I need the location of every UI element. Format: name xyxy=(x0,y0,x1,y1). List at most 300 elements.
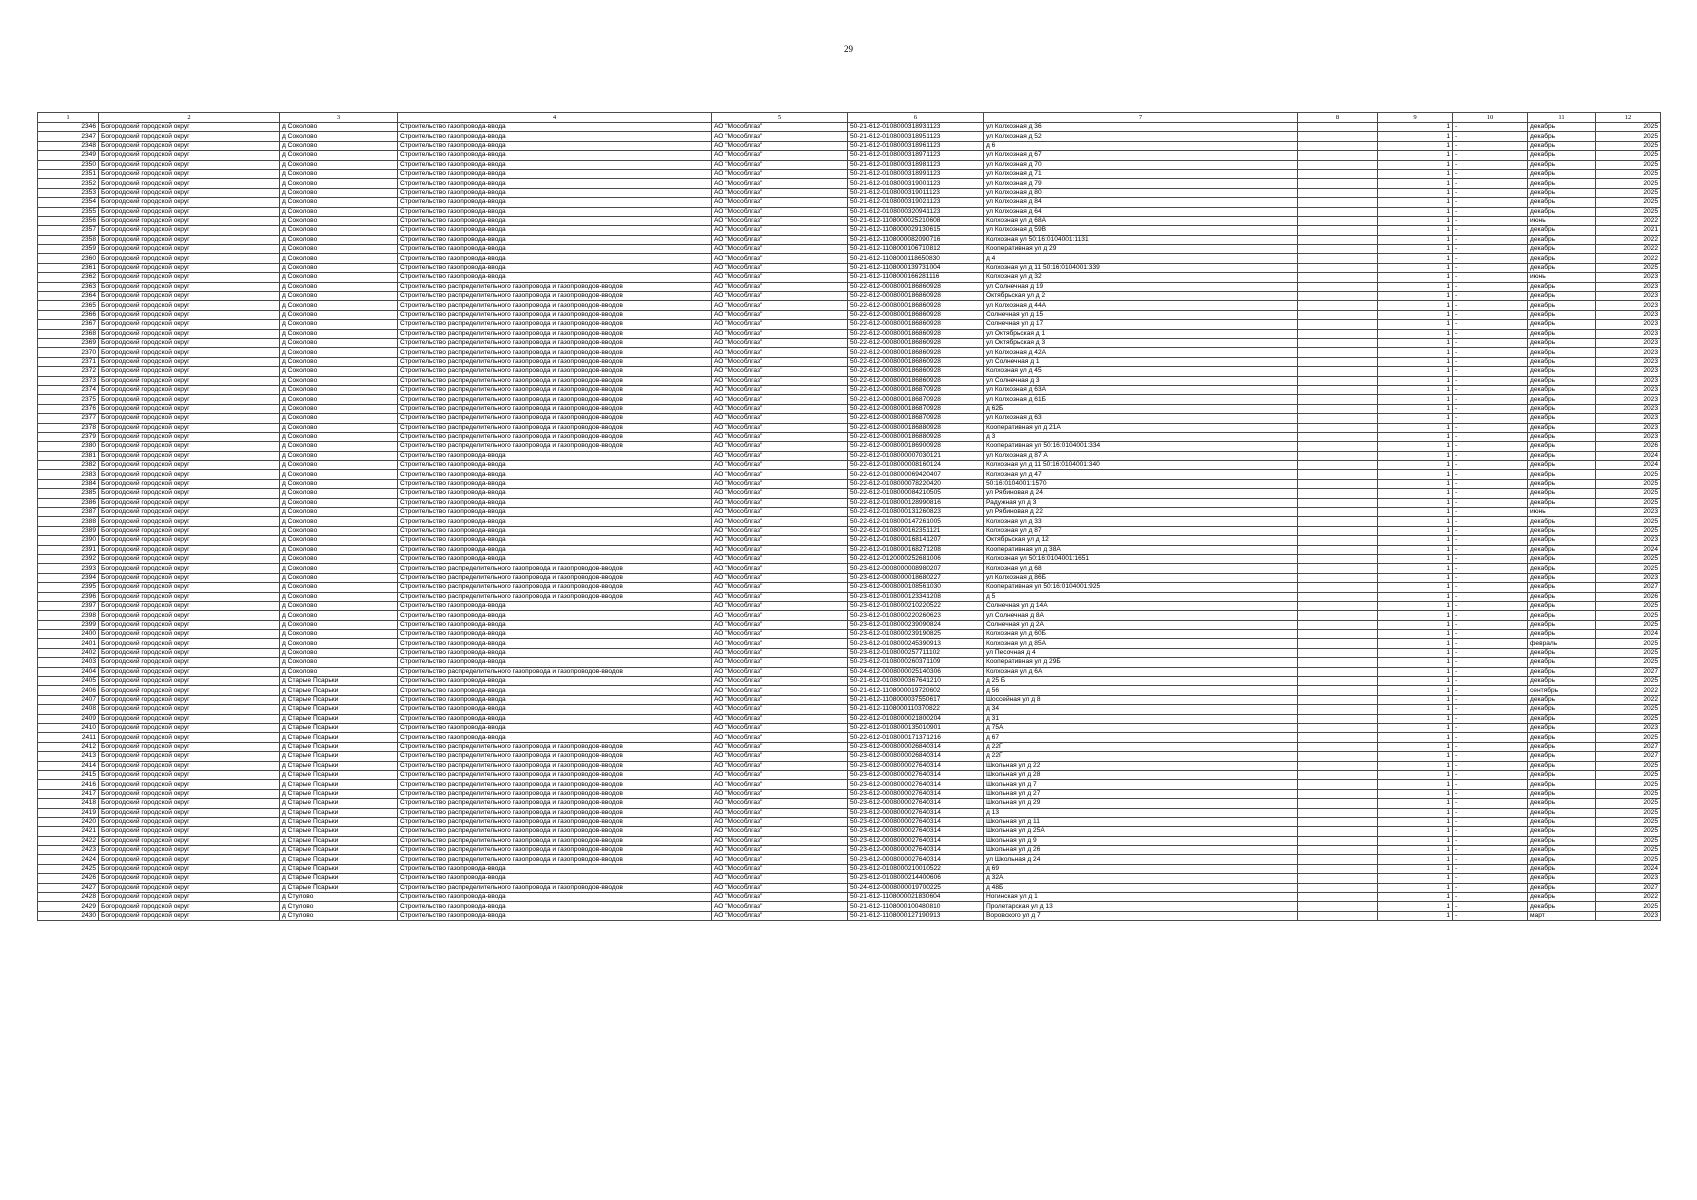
work-type-cell: Строительство газопровода-ввода xyxy=(398,648,712,657)
table-row xyxy=(38,592,1661,601)
work-type-cell: Строительство газопровода-ввода xyxy=(398,874,712,883)
table-row xyxy=(38,404,1661,413)
address-cell: д 4 xyxy=(984,254,1298,263)
locality-cell: д Старые Псарьки xyxy=(280,724,398,733)
work-type-cell: Строительство газопровода-ввода xyxy=(398,489,712,498)
col10-cell: - xyxy=(1453,320,1528,329)
col8-cell xyxy=(1298,686,1378,695)
organization-cell: АО "Мособлгаз" xyxy=(712,169,848,178)
address-cell: Колхозная ул д 11 50:16:0104001:339 xyxy=(984,263,1298,272)
col8-cell xyxy=(1298,770,1378,779)
row-number-cell: 2362 xyxy=(38,273,99,282)
work-type-cell: Строительство газопровода-ввода xyxy=(398,686,712,695)
year-cell: 2023 xyxy=(1596,432,1661,441)
col8-cell xyxy=(1298,479,1378,488)
locality-cell: д Соколово xyxy=(280,545,398,554)
contract-number-cell: 50-23-612-0108000257711102 xyxy=(848,648,984,657)
col10-cell: - xyxy=(1453,498,1528,507)
year-cell: 2025 xyxy=(1596,620,1661,629)
contract-number-cell: 50-22-612-0008000186860928 xyxy=(848,338,984,347)
year-cell: 2025 xyxy=(1596,601,1661,610)
address-cell: ул Колхозная д 61Б xyxy=(984,395,1298,404)
address-cell: ул Колхозная д 44А xyxy=(984,301,1298,310)
table-body xyxy=(38,123,1661,921)
contract-number-cell: 50-23-612-0008000026840314 xyxy=(848,752,984,761)
row-number-cell: 2401 xyxy=(38,639,99,648)
col10-cell: - xyxy=(1453,846,1528,855)
month-cell: декабрь xyxy=(1528,198,1596,207)
month-cell: декабрь xyxy=(1528,648,1596,657)
month-cell: декабрь xyxy=(1528,226,1596,235)
row-number-cell: 2422 xyxy=(38,836,99,845)
locality-cell: д Соколово xyxy=(280,667,398,676)
quantity-cell: 1 xyxy=(1378,846,1453,855)
address-cell: Колхозная ул д 11 50:16:0104001:340 xyxy=(984,461,1298,470)
col8-cell xyxy=(1298,620,1378,629)
year-cell: 2025 xyxy=(1596,526,1661,535)
month-cell: декабрь xyxy=(1528,658,1596,667)
address-cell: ул Рябиновая д 22 xyxy=(984,508,1298,517)
year-cell: 2023 xyxy=(1596,338,1661,347)
row-number-cell: 2360 xyxy=(38,254,99,263)
locality-cell: д Соколово xyxy=(280,338,398,347)
month-cell: декабрь xyxy=(1528,292,1596,301)
locality-cell: д Соколово xyxy=(280,151,398,160)
row-number-cell: 2349 xyxy=(38,151,99,160)
month-cell: декабрь xyxy=(1528,536,1596,545)
quantity-cell: 1 xyxy=(1378,320,1453,329)
row-number-cell: 2392 xyxy=(38,554,99,563)
row-number-cell: 2393 xyxy=(38,564,99,573)
col10-cell: - xyxy=(1453,724,1528,733)
work-type-cell: Строительство распределительного газопровода и газопроводов-вводов xyxy=(398,846,712,855)
row-number-cell: 2430 xyxy=(38,911,99,920)
district-cell: Богородский городской округ xyxy=(99,799,280,808)
locality-cell: д Соколово xyxy=(280,207,398,216)
organization-cell: АО "Мособлгаз" xyxy=(712,630,848,639)
quantity-cell: 1 xyxy=(1378,432,1453,441)
row-number-cell: 2404 xyxy=(38,667,99,676)
quantity-cell: 1 xyxy=(1378,301,1453,310)
contract-number-cell: 50-22-612-0108000084210505 xyxy=(848,489,984,498)
col10-cell: - xyxy=(1453,827,1528,836)
locality-cell: д Соколово xyxy=(280,263,398,272)
month-cell: февраль xyxy=(1528,639,1596,648)
address-cell: ул Октябрьская д 1 xyxy=(984,329,1298,338)
month-cell: декабрь xyxy=(1528,780,1596,789)
locality-cell: д Соколово xyxy=(280,583,398,592)
quantity-cell: 1 xyxy=(1378,639,1453,648)
col10-cell: - xyxy=(1453,554,1528,563)
col10-cell: - xyxy=(1453,179,1528,188)
year-cell: 2025 xyxy=(1596,677,1661,686)
district-cell: Богородский городской округ xyxy=(99,498,280,507)
table-row xyxy=(38,639,1661,648)
month-cell: декабрь xyxy=(1528,733,1596,742)
locality-cell: д Соколово xyxy=(280,470,398,479)
address-cell: ул Колхозная д 87 А xyxy=(984,451,1298,460)
year-cell: 2023 xyxy=(1596,911,1661,920)
locality-cell: д Соколово xyxy=(280,517,398,526)
col8-cell xyxy=(1298,611,1378,620)
address-cell: Пролетарская ул д 13 xyxy=(984,902,1298,911)
locality-cell: д Старые Псарьки xyxy=(280,714,398,723)
locality-cell: д Старые Псарьки xyxy=(280,742,398,751)
quantity-cell: 1 xyxy=(1378,310,1453,319)
work-type-cell: Строительство распределительного газопровода и газопроводов-вводов xyxy=(398,282,712,291)
table-row xyxy=(38,489,1661,498)
address-cell: ул Солнечная д 19 xyxy=(984,282,1298,291)
work-type-cell: Строительство распределительного газопровода и газопроводов-вводов xyxy=(398,752,712,761)
year-cell: 2024 xyxy=(1596,545,1661,554)
address-cell: ул Октябрьская д 3 xyxy=(984,338,1298,347)
month-cell: декабрь xyxy=(1528,470,1596,479)
col10-cell: - xyxy=(1453,648,1528,657)
organization-cell: АО "Мособлгаз" xyxy=(712,376,848,385)
work-type-cell: Строительство распределительного газопровода и газопроводов-вводов xyxy=(398,404,712,413)
work-type-cell: Строительство распределительного газопровода и газопроводов-вводов xyxy=(398,442,712,451)
organization-cell: АО "Мособлгаз" xyxy=(712,686,848,695)
col10-cell: - xyxy=(1453,442,1528,451)
address-cell: Кооперативная ул д 21А xyxy=(984,423,1298,432)
work-type-cell: Строительство распределительного газопровода и газопроводов-вводов xyxy=(398,592,712,601)
table-row xyxy=(38,667,1661,676)
col8-cell xyxy=(1298,789,1378,798)
address-cell: д 34 xyxy=(984,705,1298,714)
year-cell: 2025 xyxy=(1596,263,1661,272)
work-type-cell: Строительство распределительного газопровода и газопроводов-вводов xyxy=(398,799,712,808)
col10-cell: - xyxy=(1453,395,1528,404)
table-row xyxy=(38,329,1661,338)
row-number-cell: 2377 xyxy=(38,414,99,423)
organization-cell: АО "Мособлгаз" xyxy=(712,141,848,150)
month-cell: декабрь xyxy=(1528,808,1596,817)
address-cell: Школьная ул д 29 xyxy=(984,799,1298,808)
organization-cell: АО "Мособлгаз" xyxy=(712,724,848,733)
work-type-cell: Строительство распределительного газопровода и газопроводов-вводов xyxy=(398,770,712,779)
organization-cell: АО "Мособлгаз" xyxy=(712,592,848,601)
locality-cell: д Соколово xyxy=(280,479,398,488)
organization-cell: АО "Мособлгаз" xyxy=(712,864,848,873)
col10-cell: - xyxy=(1453,357,1528,366)
organization-cell: АО "Мособлгаз" xyxy=(712,310,848,319)
col8-cell xyxy=(1298,902,1378,911)
month-cell: декабрь xyxy=(1528,395,1596,404)
contract-number-cell: 50-22-612-0008000186860928 xyxy=(848,292,984,301)
row-number-cell: 2374 xyxy=(38,385,99,394)
address-cell: Октябрьская ул д 2 xyxy=(984,292,1298,301)
col8-cell xyxy=(1298,282,1378,291)
row-number-cell: 2414 xyxy=(38,761,99,770)
col8-cell xyxy=(1298,132,1378,141)
address-cell: Солнечная ул д 15 xyxy=(984,310,1298,319)
locality-cell: д Соколово xyxy=(280,376,398,385)
month-cell: декабрь xyxy=(1528,207,1596,216)
locality-cell: д Соколово xyxy=(280,630,398,639)
table-row xyxy=(38,508,1661,517)
month-cell: декабрь xyxy=(1528,160,1596,169)
organization-cell: АО "Мособлгаз" xyxy=(712,226,848,235)
row-number-cell: 2426 xyxy=(38,874,99,883)
year-cell: 2027 xyxy=(1596,583,1661,592)
organization-cell: АО "Мособлгаз" xyxy=(712,893,848,902)
organization-cell: АО "Мособлгаз" xyxy=(712,780,848,789)
col10-cell: - xyxy=(1453,658,1528,667)
col10-cell: - xyxy=(1453,545,1528,554)
address-cell: ул Колхозная д 70 xyxy=(984,160,1298,169)
year-cell: 2026 xyxy=(1596,592,1661,601)
organization-cell: АО "Мособлгаз" xyxy=(712,620,848,629)
address-cell: ул Колхозная д 80 xyxy=(984,188,1298,197)
table-row xyxy=(38,761,1661,770)
address-cell: Колхозная ул д 32 xyxy=(984,273,1298,282)
work-type-cell: Строительство газопровода-ввода xyxy=(398,733,712,742)
district-cell: Богородский городской округ xyxy=(99,780,280,789)
table-row xyxy=(38,498,1661,507)
district-cell: Богородский городской округ xyxy=(99,705,280,714)
organization-cell: АО "Мособлгаз" xyxy=(712,526,848,535)
address-cell: Школьная ул д 22 xyxy=(984,761,1298,770)
year-cell: 2024 xyxy=(1596,451,1661,460)
col8-cell xyxy=(1298,883,1378,892)
year-cell: 2025 xyxy=(1596,554,1661,563)
table-row xyxy=(38,338,1661,347)
quantity-cell: 1 xyxy=(1378,263,1453,272)
month-cell: декабрь xyxy=(1528,545,1596,554)
col10-cell: - xyxy=(1453,169,1528,178)
row-number-cell: 2364 xyxy=(38,292,99,301)
quantity-cell: 1 xyxy=(1378,902,1453,911)
table-row xyxy=(38,442,1661,451)
col10-cell: - xyxy=(1453,799,1528,808)
table-row xyxy=(38,188,1661,197)
locality-cell: д Соколово xyxy=(280,404,398,413)
row-number-cell: 2408 xyxy=(38,705,99,714)
col8-cell xyxy=(1298,338,1378,347)
locality-cell: д Соколово xyxy=(280,179,398,188)
quantity-cell: 1 xyxy=(1378,254,1453,263)
contract-number-cell: 50-22-612-0008000186880928 xyxy=(848,423,984,432)
quantity-cell: 1 xyxy=(1378,367,1453,376)
contract-number-cell: 50-23-612-0008000026840314 xyxy=(848,742,984,751)
district-cell: Богородский городской округ xyxy=(99,536,280,545)
col10-cell: - xyxy=(1453,620,1528,629)
district-cell: Богородский городской округ xyxy=(99,545,280,554)
col10-cell: - xyxy=(1453,733,1528,742)
month-cell: декабрь xyxy=(1528,235,1596,244)
district-cell: Богородский городской округ xyxy=(99,836,280,845)
district-cell: Богородский городской округ xyxy=(99,301,280,310)
year-cell: 2025 xyxy=(1596,489,1661,498)
district-cell: Богородский городской округ xyxy=(99,564,280,573)
district-cell: Богородский городской округ xyxy=(99,310,280,319)
table-row xyxy=(38,864,1661,873)
table-row xyxy=(38,573,1661,582)
contract-number-cell: 50-21-612-1108000029130615 xyxy=(848,226,984,235)
row-number-cell: 2386 xyxy=(38,498,99,507)
locality-cell: д Соколово xyxy=(280,273,398,282)
col10-cell: - xyxy=(1453,198,1528,207)
contract-number-cell: 50-23-612-0108000210010522 xyxy=(848,864,984,873)
contract-number-cell: 50-22-612-0008000186870928 xyxy=(848,385,984,394)
col10-cell: - xyxy=(1453,742,1528,751)
contract-number-cell: 50-23-612-0008000108561030 xyxy=(848,583,984,592)
col8-cell xyxy=(1298,348,1378,357)
quantity-cell: 1 xyxy=(1378,338,1453,347)
table-row xyxy=(38,141,1661,150)
district-cell: Богородский городской округ xyxy=(99,188,280,197)
year-cell: 2025 xyxy=(1596,705,1661,714)
district-cell: Богородский городской округ xyxy=(99,508,280,517)
column-header: 1 xyxy=(38,113,99,123)
row-number-cell: 2380 xyxy=(38,442,99,451)
table-row xyxy=(38,320,1661,329)
month-cell: декабрь xyxy=(1528,836,1596,845)
year-cell: 2023 xyxy=(1596,414,1661,423)
year-cell: 2023 xyxy=(1596,573,1661,582)
table-row xyxy=(38,282,1661,291)
locality-cell: д Соколово xyxy=(280,198,398,207)
locality-cell: д Стулово xyxy=(280,911,398,920)
month-cell: июнь xyxy=(1528,216,1596,225)
table-row xyxy=(38,799,1661,808)
quantity-cell: 1 xyxy=(1378,827,1453,836)
work-type-cell: Строительство распределительного газопровода и газопроводов-вводов xyxy=(398,817,712,826)
year-cell: 2025 xyxy=(1596,498,1661,507)
work-type-cell: Строительство газопровода-ввода xyxy=(398,620,712,629)
year-cell: 2025 xyxy=(1596,564,1661,573)
year-cell: 2025 xyxy=(1596,160,1661,169)
contract-number-cell: 50-22-612-0108000021800204 xyxy=(848,714,984,723)
work-type-cell: Строительство распределительного газопровода и газопроводов-вводов xyxy=(398,573,712,582)
col10-cell: - xyxy=(1453,451,1528,460)
col8-cell xyxy=(1298,442,1378,451)
organization-cell: АО "Мособлгаз" xyxy=(712,677,848,686)
organization-cell: АО "Мособлгаз" xyxy=(712,179,848,188)
col8-cell xyxy=(1298,893,1378,902)
address-cell: Кооперативная ул 50:16:0104001:334 xyxy=(984,442,1298,451)
col8-cell xyxy=(1298,601,1378,610)
district-cell: Богородский городской округ xyxy=(99,583,280,592)
col8-cell xyxy=(1298,489,1378,498)
quantity-cell: 1 xyxy=(1378,517,1453,526)
organization-cell: АО "Мособлгаз" xyxy=(712,573,848,582)
district-cell: Богородский городской округ xyxy=(99,592,280,601)
district-cell: Богородский городской округ xyxy=(99,695,280,704)
organization-cell: АО "Мособлгаз" xyxy=(712,235,848,244)
table-row xyxy=(38,846,1661,855)
year-cell: 2025 xyxy=(1596,479,1661,488)
contract-number-cell: 50-22-612-0008000186860928 xyxy=(848,367,984,376)
quantity-cell: 1 xyxy=(1378,508,1453,517)
contract-number-cell: 50-21-612-1108000106710812 xyxy=(848,245,984,254)
month-cell: декабрь xyxy=(1528,376,1596,385)
work-type-cell: Строительство газопровода-ввода xyxy=(398,235,712,244)
col10-cell: - xyxy=(1453,611,1528,620)
row-number-cell: 2356 xyxy=(38,216,99,225)
row-number-cell: 2420 xyxy=(38,817,99,826)
col8-cell xyxy=(1298,752,1378,761)
work-type-cell: Строительство газопровода-ввода xyxy=(398,461,712,470)
work-type-cell: Строительство распределительного газопровода и газопроводов-вводов xyxy=(398,432,712,441)
year-cell: 2027 xyxy=(1596,883,1661,892)
table-row xyxy=(38,658,1661,667)
col8-cell xyxy=(1298,404,1378,413)
quantity-cell: 1 xyxy=(1378,132,1453,141)
organization-cell: АО "Мособлгаз" xyxy=(712,799,848,808)
month-cell: декабрь xyxy=(1528,893,1596,902)
table-row xyxy=(38,292,1661,301)
district-cell: Богородский городской округ xyxy=(99,395,280,404)
quantity-cell: 1 xyxy=(1378,648,1453,657)
contract-number-cell: 50-23-612-0008000027640314 xyxy=(848,799,984,808)
column-header: 5 xyxy=(712,113,848,123)
year-cell: 2023 xyxy=(1596,385,1661,394)
work-type-cell: Строительство газопровода-ввода xyxy=(398,658,712,667)
work-type-cell: Строительство газопровода-ввода xyxy=(398,517,712,526)
contract-number-cell: 50-22-612-0108000008160124 xyxy=(848,461,984,470)
work-type-cell: Строительство распределительного газопровода и газопроводов-вводов xyxy=(398,583,712,592)
contract-number-cell: 50-22-612-0120000252681006 xyxy=(848,554,984,563)
row-number-cell: 2350 xyxy=(38,160,99,169)
col10-cell: - xyxy=(1453,151,1528,160)
table-row xyxy=(38,902,1661,911)
quantity-cell: 1 xyxy=(1378,461,1453,470)
row-number-cell: 2355 xyxy=(38,207,99,216)
table-row xyxy=(38,235,1661,244)
district-cell: Богородский городской округ xyxy=(99,141,280,150)
address-cell: Колхозная ул д 68 xyxy=(984,564,1298,573)
district-cell: Богородский городской округ xyxy=(99,451,280,460)
locality-cell: д Соколово xyxy=(280,601,398,610)
address-cell: Колхозная ул д 47 xyxy=(984,470,1298,479)
organization-cell: АО "Мособлгаз" xyxy=(712,583,848,592)
row-number-cell: 2383 xyxy=(38,470,99,479)
col10-cell: - xyxy=(1453,883,1528,892)
col8-cell xyxy=(1298,395,1378,404)
work-type-cell: Строительство газопровода-ввода xyxy=(398,169,712,178)
locality-cell: д Соколово xyxy=(280,141,398,150)
quantity-cell: 1 xyxy=(1378,789,1453,798)
organization-cell: АО "Мособлгаз" xyxy=(712,742,848,751)
col8-cell xyxy=(1298,846,1378,855)
table-row xyxy=(38,686,1661,695)
quantity-cell: 1 xyxy=(1378,686,1453,695)
month-cell: декабрь xyxy=(1528,404,1596,413)
district-cell: Богородский городской округ xyxy=(99,263,280,272)
address-cell: Радужная ул д 3 xyxy=(984,498,1298,507)
organization-cell: АО "Мособлгаз" xyxy=(712,395,848,404)
year-cell: 2023 xyxy=(1596,724,1661,733)
contract-number-cell: 50-23-612-0108000220260623 xyxy=(848,611,984,620)
district-cell: Богородский городской округ xyxy=(99,151,280,160)
organization-cell: АО "Мособлгаз" xyxy=(712,489,848,498)
year-cell: 2025 xyxy=(1596,658,1661,667)
col8-cell xyxy=(1298,658,1378,667)
row-number-cell: 2396 xyxy=(38,592,99,601)
contract-number-cell: 50-23-612-0008000027640314 xyxy=(848,789,984,798)
year-cell: 2025 xyxy=(1596,855,1661,864)
organization-cell: АО "Мособлгаз" xyxy=(712,883,848,892)
work-type-cell: Строительство газопровода-ввода xyxy=(398,226,712,235)
year-cell: 2025 xyxy=(1596,714,1661,723)
quantity-cell: 1 xyxy=(1378,329,1453,338)
col10-cell: - xyxy=(1453,864,1528,873)
contract-number-cell: 50-22-612-0008000186860928 xyxy=(848,348,984,357)
quantity-cell: 1 xyxy=(1378,564,1453,573)
col8-cell xyxy=(1298,151,1378,160)
col10-cell: - xyxy=(1453,216,1528,225)
